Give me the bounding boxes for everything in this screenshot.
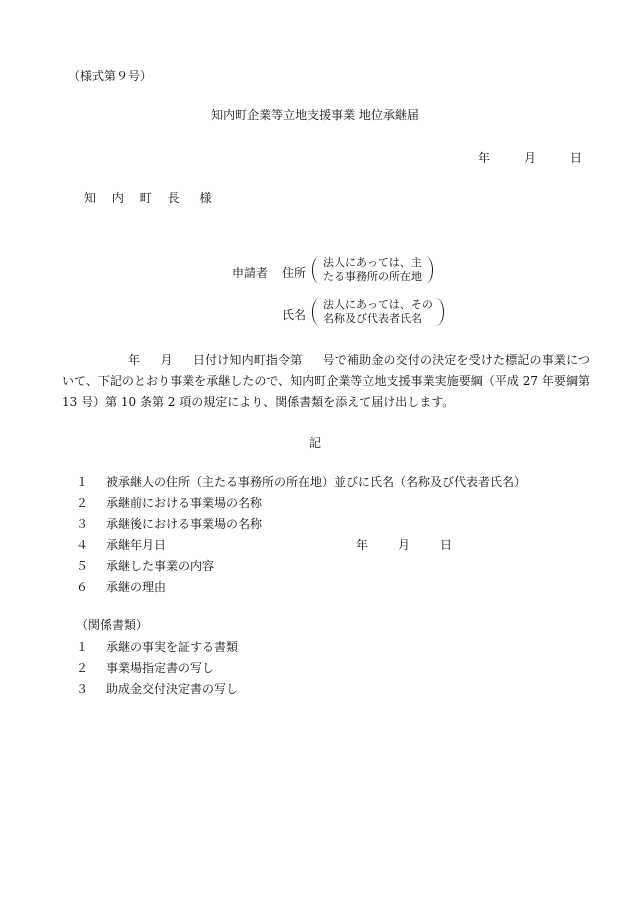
list-item — [76, 514, 526, 535]
body-part2: 号で補助金の交付の決定を受けた標記の事業について、下記のとおり事業を承継したので、知内町企業等立地支援事業実施要綱（平成 27 年要綱第 13 号）第 10 条第 2 項の規定により、関係書類を添えて届け出します。 — [62, 353, 590, 409]
ki-heading: 記 — [308, 436, 321, 450]
related-documents-list — [76, 637, 238, 700]
applicant-label: 申請者 — [232, 266, 269, 280]
item-text: 承継の事実を証する書類 — [106, 640, 239, 654]
item-number: ２ — [76, 661, 89, 675]
date-day: 日 — [569, 151, 582, 165]
list-item — [76, 637, 238, 658]
succession-date-day: 日 — [440, 538, 453, 552]
address-note-line2: たる事務所の所在地 — [323, 270, 422, 283]
related-documents-heading: （関係書類） — [76, 618, 149, 632]
list-item — [76, 472, 526, 493]
item-text: 事業場指定書の写し — [106, 661, 215, 675]
body-paragraph — [62, 350, 590, 413]
item-number: ３ — [76, 682, 89, 696]
list-item — [76, 679, 238, 700]
document-title: 知内町企業等立地支援事業 地位承継届 — [211, 108, 419, 122]
address-note — [312, 256, 433, 284]
item-number: ５ — [76, 559, 89, 573]
list-item — [76, 535, 526, 556]
succession-date — [356, 535, 452, 556]
date-year: 年 — [477, 151, 490, 165]
succession-date-month: 月 — [398, 538, 411, 552]
addressee-honorific: 様 — [199, 191, 212, 205]
date-line — [478, 149, 582, 166]
name-label: 氏名 — [282, 308, 307, 322]
item-text: 承継年月日 — [106, 538, 167, 552]
form-number: （様式第９号） — [68, 69, 153, 83]
addressee-name: 知 内 町 長 — [84, 191, 186, 205]
addressee — [84, 189, 211, 206]
item-number: ３ — [76, 517, 89, 531]
item-number: ４ — [76, 538, 89, 552]
list-item — [76, 577, 526, 598]
succession-date-year: 年 — [356, 538, 369, 552]
item-number: ２ — [76, 496, 89, 510]
date-month: 月 — [523, 151, 536, 165]
item-text: 被承継人の住所（主たる事務所の所在地）並びに氏名（名称及び代表者氏名） — [106, 475, 527, 489]
address-label: 住所 — [282, 266, 307, 280]
item-number: ６ — [76, 580, 89, 594]
address-note-line1: 法人にあっては、主 — [323, 256, 422, 269]
list-item — [76, 658, 238, 679]
body-part1: 日付け知内町指令第 — [192, 353, 303, 367]
name-note — [312, 298, 444, 326]
item-number: １ — [76, 475, 89, 489]
body-year: 年 — [128, 353, 141, 367]
item-text: 承継前における事業場の名称 — [106, 496, 263, 510]
name-note-line2: 名称及び代表者氏名 — [323, 312, 422, 325]
body-month: 月 — [160, 353, 173, 367]
list-item — [76, 556, 526, 577]
item-list — [76, 472, 526, 598]
item-text: 承継した事業の内容 — [106, 559, 215, 573]
item-text: 承継の理由 — [106, 580, 167, 594]
name-note-line1: 法人にあっては、その — [323, 298, 433, 311]
item-text: 助成金交付決定書の写し — [106, 682, 239, 696]
item-text: 承継後における事業場の名称 — [106, 517, 263, 531]
item-number: １ — [76, 640, 89, 654]
list-item — [76, 493, 526, 514]
